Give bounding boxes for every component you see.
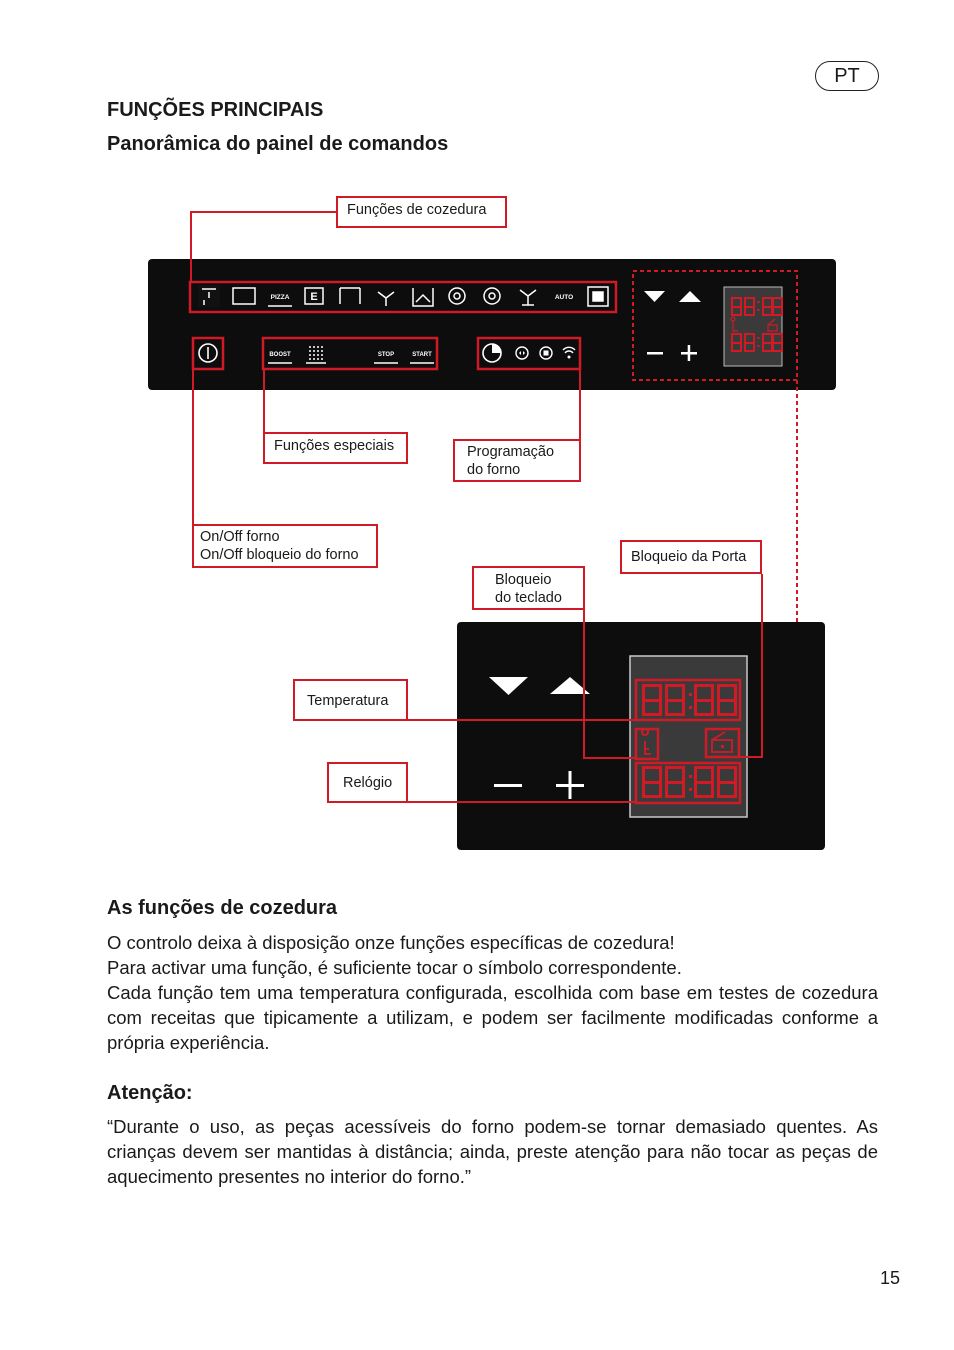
callout-oven-programming-line1: Programação (467, 444, 555, 460)
attention-text: “Durante o uso, as peças acessíveis do forno podem-se tornar demasiado quentes. As crianças devem ser mantidas à distância; ainda, preste atenção para não tocar as peças de aquecimento presentes no interior do forno.” (107, 1116, 878, 1187)
pizza-label: PIZZA (270, 294, 290, 301)
section-title: FUNÇÕES PRINCIPAIS (107, 99, 324, 121)
start-label: START (412, 352, 432, 358)
section-subtitle: Panorâmica do painel de comandos (107, 133, 449, 155)
cooking-heading: As funções de cozedura (107, 897, 338, 919)
callout-onoff-line1: On/Off forno (200, 529, 280, 545)
callout-door-lock: Bloqueio da Porta (620, 540, 762, 574)
e-label: E (310, 291, 318, 303)
callout-onoff (192, 524, 378, 568)
stop-label: STOP (377, 352, 395, 358)
callout-oven-programming-line2: do forno (467, 462, 521, 478)
callout-special-functions: Funções especiais (263, 432, 408, 464)
boost-label: BOOST (269, 352, 291, 358)
cooking-line-3: Cada função tem uma temperatura configurada, escolhida com base em testes de cozedura com receitas que tipicamente a utilizam, e podem ser facilmente modificadas conforme a própria experiência. (107, 982, 878, 1053)
cooking-paragraph (107, 930, 878, 1055)
callout-cooking-functions: Funções de cozedura (336, 196, 507, 228)
page-number: 15 (880, 1268, 901, 1288)
callout-clock: Relógio (327, 762, 408, 803)
language-badge: PT (815, 61, 879, 91)
cooking-line-2: Para activar uma função, é suficiente tocar o símbolo correspondente. (107, 957, 682, 978)
attention-heading: Atenção: (107, 1082, 193, 1104)
callout-keypad-lock-line2: do teclado (495, 590, 562, 606)
callout-onoff-line2: On/Off bloqueio do forno (200, 547, 359, 563)
callout-keypad-lock (472, 566, 585, 610)
cooking-line-1: O controlo deixa à disposição onze funções específicas de cozedura! (107, 932, 675, 953)
callout-keypad-lock-line1: Bloqueio (495, 572, 552, 588)
attention-paragraph (107, 1114, 878, 1189)
auto-label: AUTO (554, 294, 574, 301)
callout-temperature: Temperatura (293, 679, 408, 721)
callout-oven-programming (453, 439, 581, 482)
